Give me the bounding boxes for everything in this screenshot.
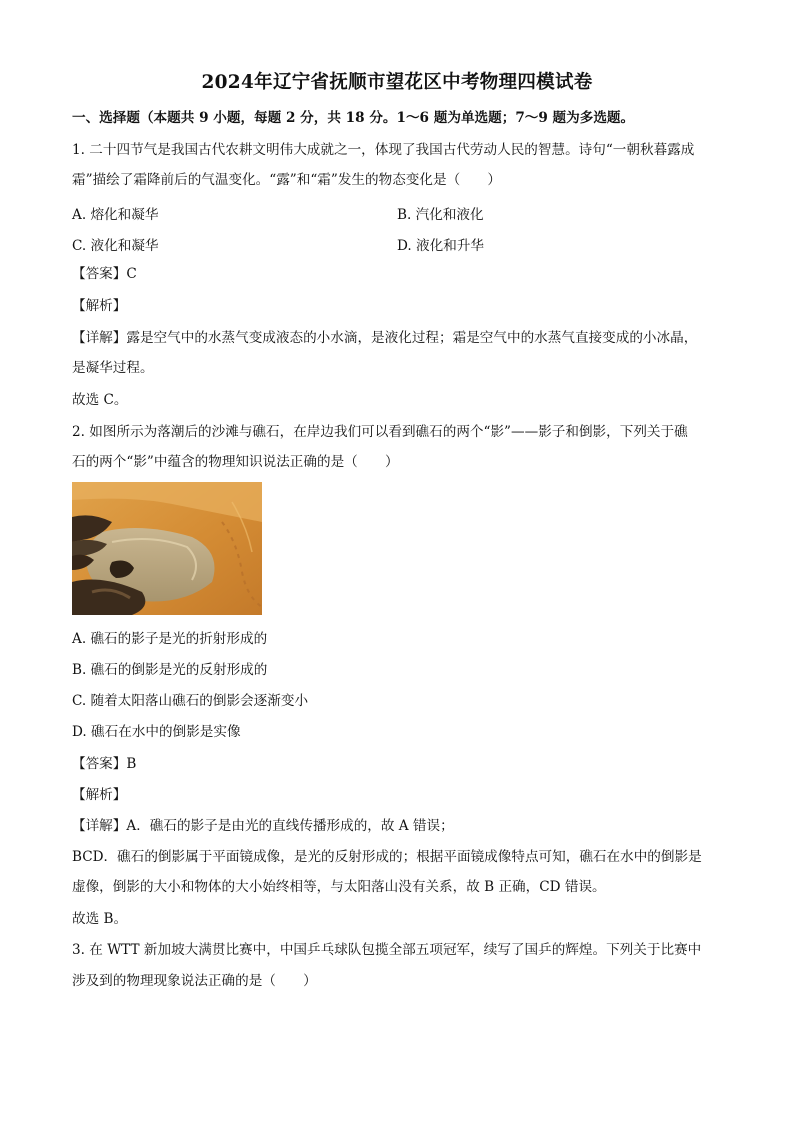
q1-option-b: B. 汽化和液化 [397, 207, 484, 223]
page-title: 2024年辽宁省抚顺市望花区中考物理四模试卷 [201, 72, 593, 93]
q2-option-b: B. 礁石的倒影是光的反射形成的 [72, 662, 268, 678]
q2-analysis-label: 【解析】 [72, 787, 127, 803]
q2-detail-line3: 虚像，倒影的大小和物体的大小始终相等，与太阳落山没有关系，故 B 正确，CD 错误。 [72, 879, 606, 895]
q1-conclusion: 故选 C。 [72, 392, 128, 408]
q2-stem-line1: 2. 如图所示为落潮后的沙滩与礁石，在岸边我们可以看到礁石的两个“影”——影子和倒影，下列关于礁 [72, 424, 688, 440]
q2-option-c: C. 随着太阳落山礁石的倒影会逐渐变小 [72, 693, 309, 709]
q2-answer: 【答案】B [72, 756, 137, 772]
q2-detail-line2: BCD．礁石的倒影属于平面镜成像，是光的反射形成的；根据平面镜成像特点可知，礁石在水中的倒影是 [72, 849, 702, 865]
q2-detail-line1: 【详解】A．礁石的影子是由光的直线传播形成的，故 A 错误； [72, 818, 454, 834]
q1-answer: 【答案】C [72, 266, 137, 282]
q2-option-d: D. 礁石在水中的倒影是实像 [72, 724, 241, 740]
q1-stem-line1: 1. 二十四节气是我国古代农耕文明伟大成就之一，体现了我国古代劳动人民的智慧。诗句“一朝秋暮露成 [72, 142, 695, 158]
beach-reef-photo [72, 482, 262, 615]
q1-detail-line1: 【详解】露是空气中的水蒸气变成液态的小水滴，是液化过程；霜是空气中的水蒸气直接变成的小冰晶， [72, 330, 698, 346]
q2-conclusion: 故选 B。 [72, 911, 128, 927]
q2-option-a: A. 礁石的影子是光的折射形成的 [72, 631, 268, 647]
section-heading: 一、选择题（本题共 9 小题，每题 2 分，共 18 分。1～6 题为单选题；7～9 题为多选题。 [72, 110, 635, 126]
q1-analysis-label: 【解析】 [72, 298, 127, 314]
q3-stem-line1: 3. 在 WTT 新加坡大满贯比赛中，中国乒乓球队包揽全部五项冠军，续写了国乒的辉煌。下列关于比赛中 [72, 942, 702, 958]
q1-stem-line2: 霜”描绘了霜降前后的气温变化。“露”和“霜”发生的物态变化是（ ） [72, 172, 501, 188]
q2-stem-line2: 石的两个“影”中蕴含的物理知识说法正确的是（ ） [72, 454, 399, 470]
q1-detail-line2: 是凝华过程。 [72, 360, 154, 376]
q1-option-c: C. 液化和凝华 [72, 238, 159, 254]
q1-option-d: D. 液化和升华 [397, 238, 485, 254]
q1-option-a: A. 熔化和凝华 [72, 207, 159, 223]
q3-stem-line2: 涉及到的物理现象说法正确的是（ ） [72, 973, 317, 989]
